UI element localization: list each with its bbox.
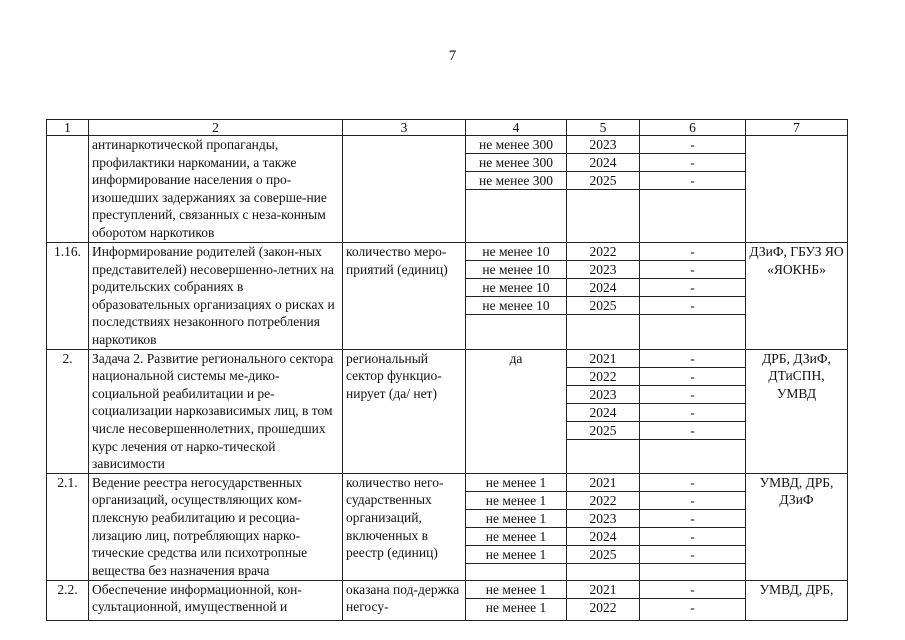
year-cell: 2023	[567, 510, 639, 528]
value-cell: не менее 1	[466, 581, 566, 599]
year-cell: 2022	[567, 492, 639, 510]
dash-cell: -	[640, 474, 745, 492]
value-cell: не менее 10	[466, 279, 566, 297]
row-col6	[640, 580, 746, 620]
row-values	[466, 136, 567, 243]
value-cell: не менее 10	[466, 261, 566, 279]
dash-cell: -	[640, 422, 745, 440]
dash-cell: -	[640, 172, 745, 190]
row-description: Ведение реестра негосударственных организаций, осуществляющих ком-плексную реабилитацию и ресоциа-лизацию лиц, потребляющих нарко-тические средства или психотропные вещества без назначения врача	[89, 473, 343, 580]
program-table	[46, 119, 848, 621]
dash-cell: -	[640, 350, 745, 368]
row-executors	[746, 136, 848, 243]
value-cell: не менее 1	[466, 492, 566, 510]
value-cell: не менее 10	[466, 243, 566, 261]
dash-cell: -	[640, 492, 745, 510]
value-cell: не менее 1	[466, 510, 566, 528]
row-executors: УМВД, ДРБ,	[746, 580, 848, 620]
year-cell: 2022	[567, 368, 639, 386]
row-number: 2.1.	[47, 473, 89, 580]
year-cell: 2025	[567, 422, 639, 440]
row-number: 2.2.	[47, 580, 89, 620]
dash-cell: -	[640, 546, 745, 564]
row-indicator: оказана под-держка негосу-	[343, 580, 466, 620]
row-years	[567, 349, 640, 473]
value-cell: не менее 1	[466, 528, 566, 546]
dash-cell: -	[640, 243, 745, 261]
year-cell: 2025	[567, 172, 639, 190]
table-row	[47, 136, 848, 243]
year-cell: 2024	[567, 279, 639, 297]
header-row	[47, 120, 848, 136]
row-indicator	[343, 136, 466, 243]
row-values	[466, 580, 567, 620]
row-value: да	[466, 349, 567, 473]
table-row	[47, 243, 848, 350]
value-cell: не менее 300	[466, 154, 566, 172]
dash-cell: -	[640, 297, 745, 315]
row-description: Обеспечение информационной, кон-сультационной, имущественной и	[89, 580, 343, 620]
value-cell: не менее 1	[485, 599, 547, 615]
dash-cell: -	[640, 404, 745, 422]
dash-cell: -	[640, 136, 745, 154]
dash-cell: -	[640, 279, 745, 297]
dash-cell: -	[640, 581, 745, 599]
header-col-3: 3	[343, 120, 466, 136]
value-cell: не менее 1	[466, 474, 566, 492]
row-executors: ДЗиФ, ГБУЗ ЯО «ЯОКНБ»	[746, 243, 848, 350]
year-cell: 2025	[567, 546, 639, 564]
header-col-5: 5	[567, 120, 640, 136]
row-col6	[640, 243, 746, 350]
year-cell: 2023	[567, 261, 639, 279]
row-years	[567, 580, 640, 620]
year-cell: 2023	[567, 386, 639, 404]
table-row	[47, 473, 848, 580]
row-description: Задача 2. Развитие регионального сектора национальной системы ме-дико-социальной реабилитации и ре-социализации наркозависимых лиц, в том числе несовершеннолетних, прошедших курс лечения от нарко-тической зависимости	[89, 349, 343, 473]
row-col6	[640, 136, 746, 243]
dash-cell: -	[640, 528, 745, 546]
row-col6	[640, 349, 746, 473]
dash-cell: -	[690, 599, 695, 615]
dash-cell: -	[640, 510, 745, 528]
row-values	[466, 243, 567, 350]
header-col-1: 1	[47, 120, 89, 136]
page-number: 7	[448, 48, 457, 64]
row-years	[567, 136, 640, 243]
year-cell: 2022	[589, 599, 617, 615]
year-cell: 2021	[567, 474, 639, 492]
row-executors: ДРБ, ДЗиФ, ДТиСПН, УМВД	[746, 349, 848, 473]
year-cell: 2023	[567, 136, 639, 154]
row-description: антинаркотической пропаганды, профилактики наркомании, а также информирование населения о про-изошедших задержаниях за соверше-ние преступлений, связанных с неза-конным оборотом наркотиков	[89, 136, 343, 243]
value-cell: не менее 10	[466, 297, 566, 315]
table-row	[47, 349, 848, 473]
year-cell: 2024	[567, 154, 639, 172]
header-col-4: 4	[466, 120, 567, 136]
row-years	[567, 243, 640, 350]
dash-cell: -	[640, 386, 745, 404]
row-indicator: региональный сектор функцио-нирует (да/ нет)	[343, 349, 466, 473]
row-indicator: количество него-сударственных организаций, включенных в реестр (единиц)	[343, 473, 466, 580]
row-values	[466, 473, 567, 580]
dash-cell: -	[640, 154, 745, 172]
value-cell: не менее 300	[466, 136, 566, 154]
year-cell: 2025	[567, 297, 639, 315]
row-description: Информирование родителей (закон-ных представителей) несовершенно-летних на родительских собраниях в образовательных организациях о рисках и последствиях незаконного потребления наркотиков	[89, 243, 343, 350]
year-cell: 2024	[567, 404, 639, 422]
header-col-7: 7	[746, 120, 848, 136]
row-number	[47, 136, 89, 243]
year-cell: 2021	[567, 581, 639, 599]
row-number: 1.16.	[47, 243, 89, 350]
row-executors: УМВД, ДРБ, ДЗиФ	[746, 473, 848, 580]
dash-cell: -	[640, 368, 745, 386]
table-row	[47, 580, 848, 620]
header-col-6: 6	[640, 120, 746, 136]
year-cell: 2021	[567, 350, 639, 368]
row-col6	[640, 473, 746, 580]
row-indicator: количество меро-приятий (единиц)	[343, 243, 466, 350]
row-number: 2.	[47, 349, 89, 473]
year-cell: 2022	[567, 243, 639, 261]
row-years	[567, 473, 640, 580]
value-cell: не менее 300	[466, 172, 566, 190]
header-col-2: 2	[89, 120, 343, 136]
value-cell: не менее 1	[466, 546, 566, 564]
dash-cell: -	[640, 261, 745, 279]
year-cell: 2024	[567, 528, 639, 546]
